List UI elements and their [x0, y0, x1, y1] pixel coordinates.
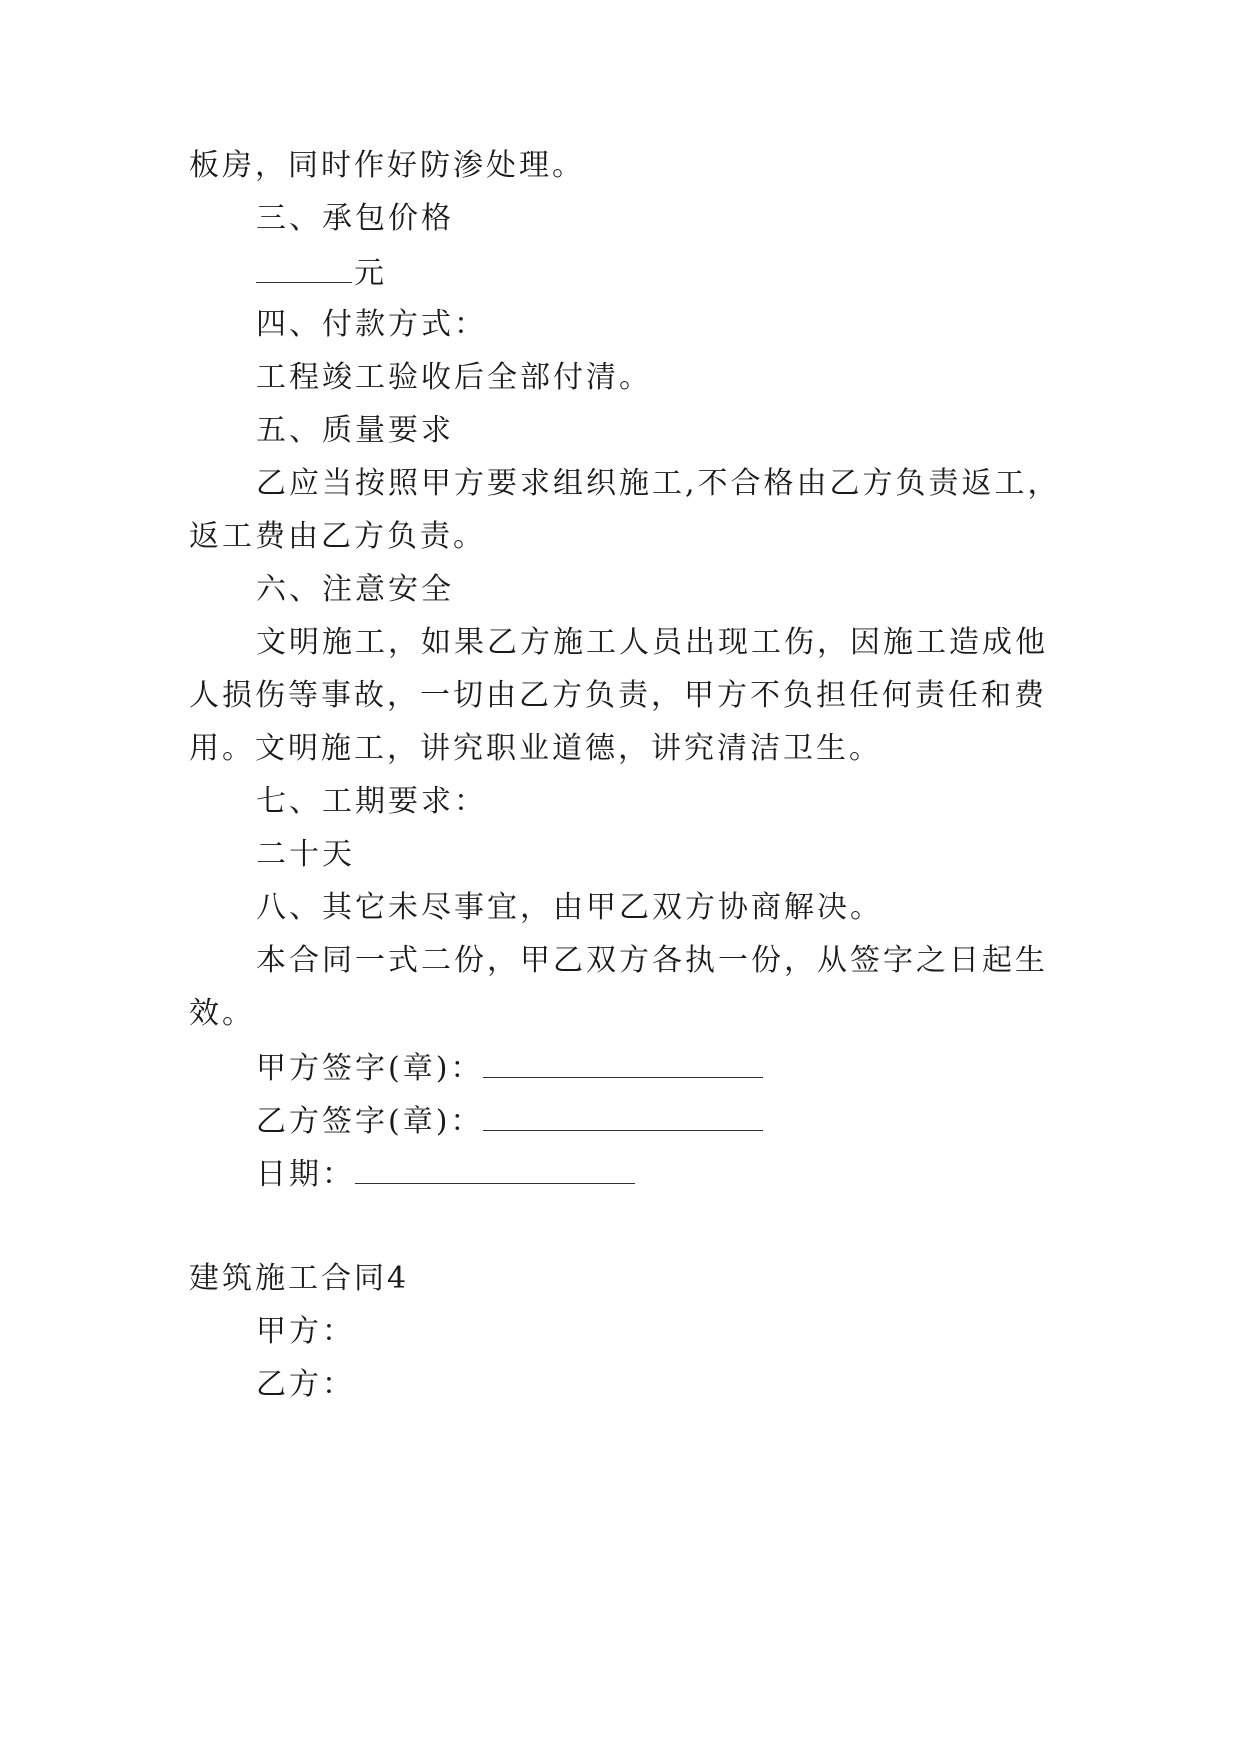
price-unit: 元: [354, 256, 387, 291]
signature-line-party-a: [256, 1047, 765, 1087]
paragraph-line: 人损伤等事故，一切由乙方负责，甲方不负担任何责任和费: [189, 678, 1047, 713]
signature-label-party-b: 乙方签字(章)：: [256, 1104, 484, 1139]
date-label: 日期：: [256, 1157, 355, 1192]
party-a-line: 甲方：: [256, 1314, 355, 1349]
section-heading-other: 八、其它未尽事宜，由甲乙双方协商解决。: [256, 890, 883, 925]
paragraph-line: 工程竣工验收后全部付清。: [256, 360, 652, 395]
section-heading-payment: 四、付款方式：: [256, 307, 487, 342]
signature-label-party-a: 甲方签字(章)：: [256, 1051, 484, 1086]
price-blank: [256, 252, 352, 283]
paragraph-line: 返工费由乙方负责。: [189, 519, 486, 554]
paragraph-line: 本合同一式二份，甲乙双方各执一份，从签字之日起生: [256, 943, 1048, 978]
paragraph-line: 效。: [189, 996, 255, 1031]
price-line: [256, 252, 387, 292]
paragraph-line: 板房，同时作好防渗处理。: [189, 148, 585, 183]
paragraph-line: 文明施工，如果乙方施工人员出现工伤，因施工造成他: [256, 625, 1048, 660]
paragraph-line: 乙应当按照甲方要求组织施工,不合格由乙方负责返工，: [256, 466, 1061, 501]
section-heading-price: 三、承包价格: [256, 201, 454, 236]
section-heading-safety: 六、注意安全: [256, 572, 454, 607]
section-heading-quality: 五、质量要求: [256, 413, 454, 448]
contract-title: 建筑施工合同4: [189, 1261, 410, 1296]
signature-line-party-b: [256, 1100, 765, 1140]
paragraph-line: 用。文明施工，讲究职业道德，讲究清洁卫生。: [189, 731, 882, 766]
party-b-line: 乙方：: [256, 1367, 355, 1402]
section-heading-schedule: 七、工期要求：: [256, 784, 487, 819]
date-line: [256, 1153, 637, 1193]
date-blank: [355, 1153, 635, 1184]
paragraph-line: 二十天: [256, 837, 355, 872]
signature-blank-party-b: [483, 1100, 763, 1131]
signature-blank-party-a: [483, 1047, 763, 1078]
